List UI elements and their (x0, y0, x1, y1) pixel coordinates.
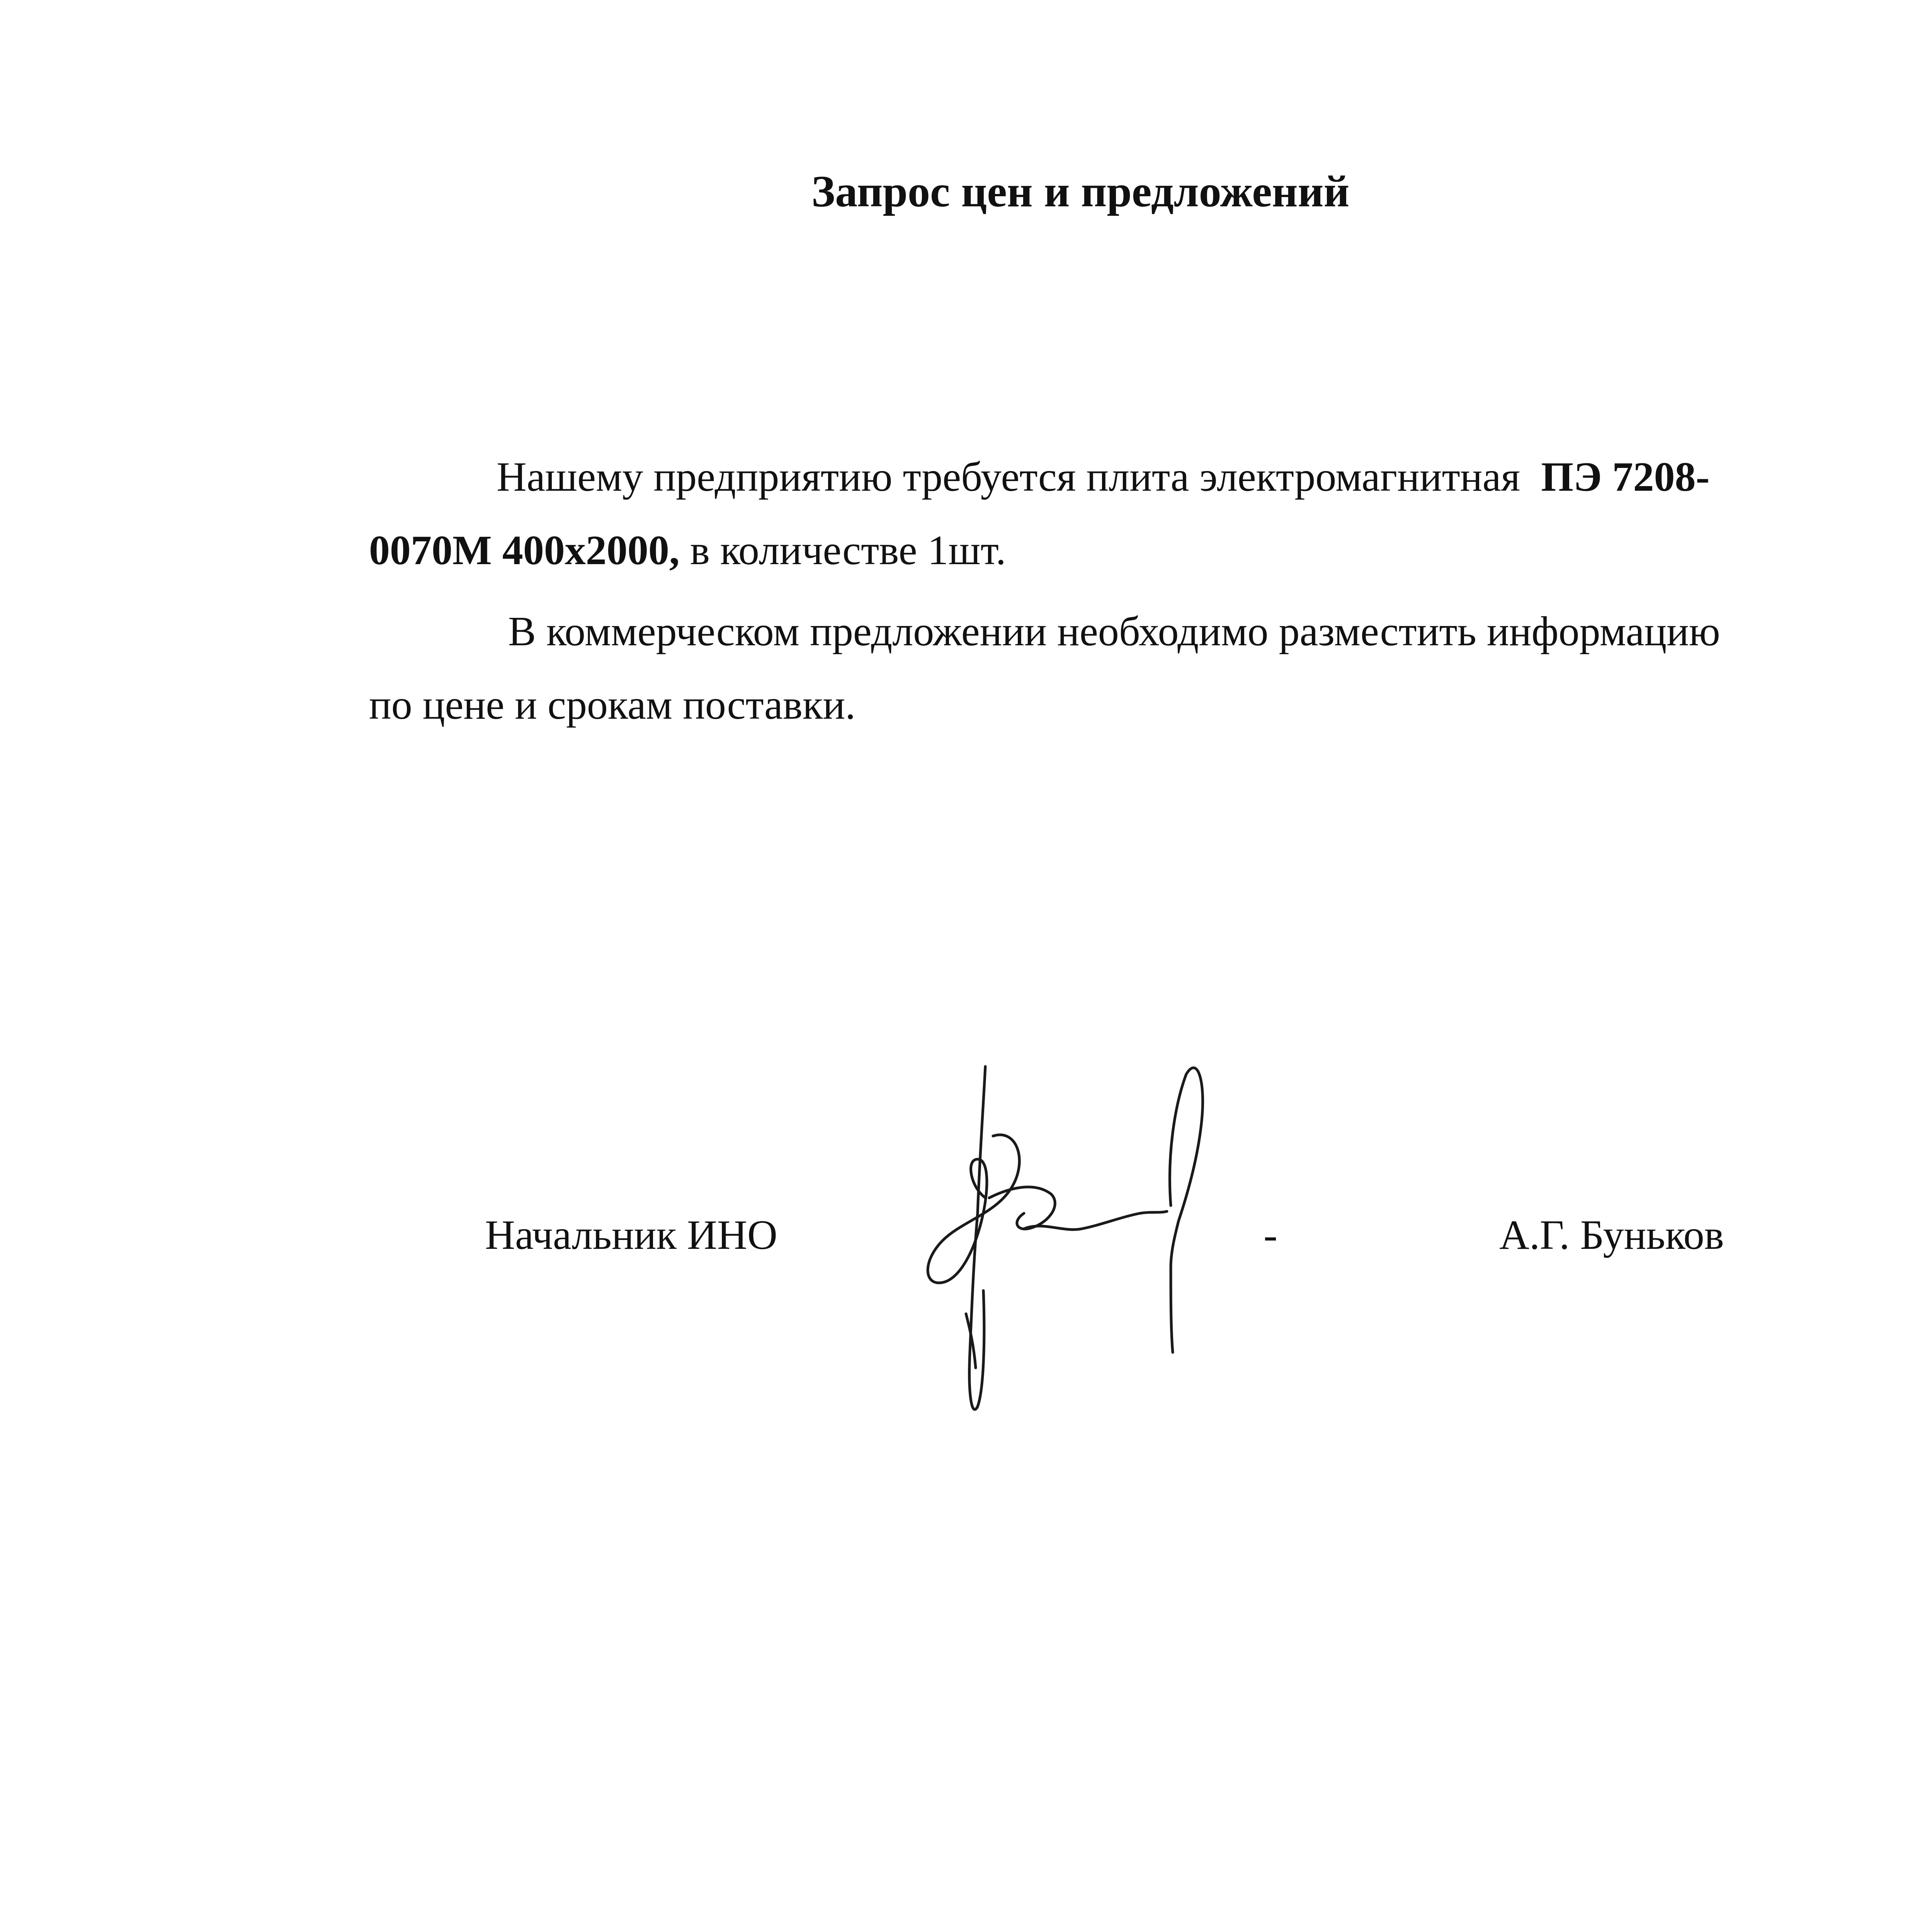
offer-line1: В коммерческом предложении необходимо разместить информацию (508, 609, 1720, 655)
product-code-line2: 0070М 400х2000, (369, 527, 680, 573)
signatory-name: А.Г. Буньков (1499, 1212, 1724, 1258)
signatory-position: Начальник ИНО (485, 1212, 778, 1258)
product-code-line1: ПЭ 7208- (1541, 454, 1710, 500)
signature-dash: - (1264, 1212, 1277, 1258)
handwritten-signature (900, 1059, 1248, 1464)
request-text-start: Нашему предприятию требуется плита электромагнитная (497, 454, 1520, 500)
request-paragraph (369, 440, 1837, 587)
offer-line2: по цене и срокам поставки. (369, 682, 856, 728)
document-title: Запрос цен и предложений (811, 167, 1350, 216)
offer-paragraph (369, 595, 1837, 742)
request-text-end: в количестве 1шт. (690, 527, 1006, 573)
